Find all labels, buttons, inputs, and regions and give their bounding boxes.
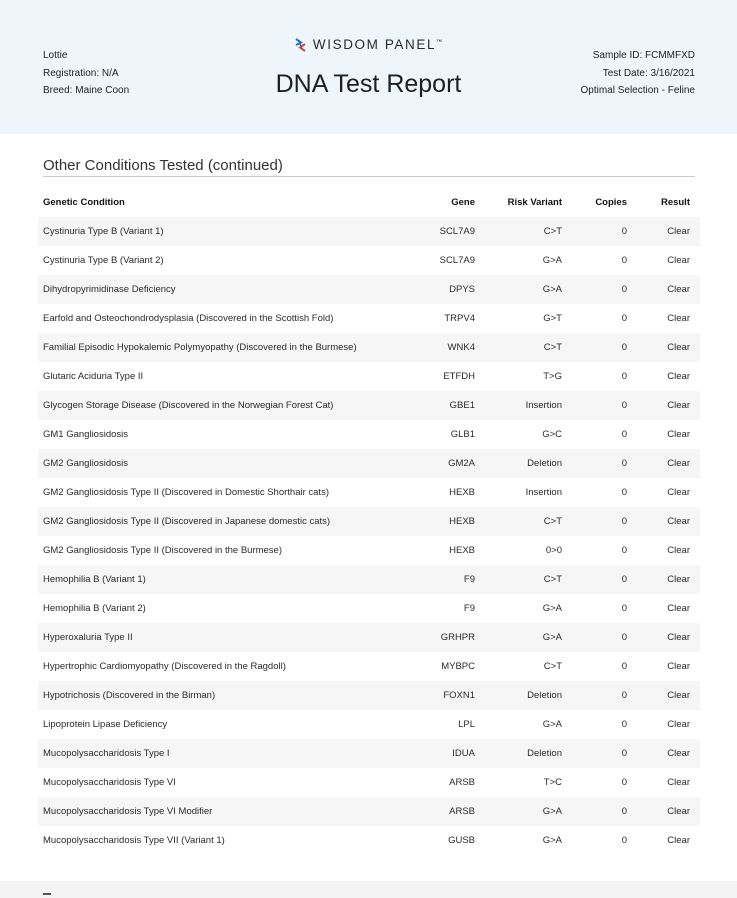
cell-condition: Glutaric Aciduria Type II: [43, 371, 144, 382]
cell-gene: LPL: [458, 719, 475, 730]
cell-result: Clear: [667, 603, 690, 614]
table-row: [38, 420, 700, 449]
cell-result: Clear: [667, 371, 690, 382]
cell-condition: GM2 Gangliosidosis Type II (Discovered in the Burmese): [43, 545, 283, 556]
cell-condition: Hyperoxaluria Type II: [43, 632, 133, 643]
table-row: [38, 333, 700, 362]
cell-copies: 0: [621, 690, 627, 701]
cell-result: Clear: [667, 226, 690, 237]
cell-risk-variant: G>A: [542, 835, 562, 846]
cell-gene: GRHPR: [440, 632, 475, 643]
cell-risk-variant: Deletion: [527, 748, 562, 759]
column-header-condition: Genetic Condition: [43, 197, 125, 208]
table-row: [38, 449, 700, 478]
table-row: [38, 275, 700, 304]
cell-result: Clear: [667, 400, 690, 411]
table-row: [38, 246, 700, 275]
cell-risk-variant: C>T: [543, 516, 562, 527]
table-row: [38, 478, 700, 507]
cell-condition: Hemophilia B (Variant 2): [43, 603, 146, 614]
cell-risk-variant: T>C: [543, 777, 562, 788]
cell-gene: HEXB: [449, 516, 475, 527]
cell-gene: SCL7A9: [439, 226, 475, 237]
cell-gene: SCL7A9: [439, 255, 475, 266]
table-row: [38, 565, 700, 594]
cell-copies: 0: [621, 777, 627, 788]
cell-copies: 0: [621, 313, 627, 324]
table-row: [38, 507, 700, 536]
cell-gene: GUSB: [448, 835, 475, 846]
table-row: [38, 710, 700, 739]
report-title: DNA Test Report: [275, 70, 462, 98]
wisdom-panel-logo-icon: [295, 38, 306, 52]
cell-risk-variant: 0>0: [545, 545, 562, 556]
cell-gene: MYBPC: [441, 661, 475, 672]
cell-gene: ARSB: [449, 806, 475, 817]
cell-result: Clear: [667, 661, 690, 672]
cell-risk-variant: Deletion: [527, 458, 562, 469]
table-row: [38, 681, 700, 710]
logo-wordmark: WISDOM PANEL: [312, 37, 437, 52]
table-header: [38, 188, 700, 217]
cell-gene: FOXN1: [443, 690, 475, 701]
cell-condition: Mucopolysaccharidosis Type VI: [43, 777, 176, 788]
cell-copies: 0: [621, 603, 627, 614]
cell-result: Clear: [667, 487, 690, 498]
table-row: [38, 362, 700, 391]
product-name: Optimal Selection - Feline: [580, 85, 695, 96]
cell-gene: WNK4: [447, 342, 475, 353]
table-row: [38, 652, 700, 681]
cell-copies: 0: [621, 835, 627, 846]
cell-risk-variant: G>A: [542, 806, 562, 817]
cell-result: Clear: [667, 835, 690, 846]
table-row: [38, 304, 700, 333]
cell-risk-variant: G>A: [542, 719, 562, 730]
cell-result: Clear: [667, 313, 690, 324]
table-row: [38, 594, 700, 623]
cell-copies: 0: [621, 545, 627, 556]
cell-gene: ARSB: [449, 777, 475, 788]
report-header: [0, 0, 737, 134]
next-section-heading-fragment: [43, 893, 51, 895]
cell-copies: 0: [621, 806, 627, 817]
column-header-gene: Gene: [451, 197, 475, 208]
cell-result: Clear: [667, 632, 690, 643]
cell-risk-variant: Insertion: [525, 487, 562, 498]
table-row: [38, 623, 700, 652]
cell-risk-variant: C>T: [543, 661, 562, 672]
cell-risk-variant: Insertion: [525, 400, 562, 411]
cell-condition: Mucopolysaccharidosis Type VII (Variant 1): [43, 835, 225, 846]
cell-risk-variant: C>T: [543, 342, 562, 353]
column-header-result: Result: [660, 197, 690, 208]
table-row: [38, 217, 700, 246]
next-section-band: [0, 881, 737, 898]
cell-condition: Mucopolysaccharidosis Type VI Modifier: [43, 806, 213, 817]
cell-risk-variant: G>T: [543, 313, 562, 324]
cell-result: Clear: [667, 690, 690, 701]
cell-condition: GM2 Gangliosidosis Type II (Discovered in Japanese domestic cats): [43, 516, 331, 527]
cell-risk-variant: G>A: [542, 603, 562, 614]
table-row: [38, 536, 700, 565]
cell-gene: F9: [463, 603, 475, 614]
test-date: Test Date: 3/16/2021: [602, 67, 695, 79]
cell-condition: Cystinuria Type B (Variant 2): [43, 255, 164, 266]
column-header-copies: Copies: [595, 197, 627, 208]
cell-risk-variant: C>T: [543, 574, 562, 585]
cell-gene: ETFDH: [443, 371, 475, 382]
cell-risk-variant: G>C: [542, 429, 562, 440]
column-header-risk-variant: Risk Variant: [507, 197, 562, 208]
cell-copies: 0: [621, 226, 627, 237]
cell-result: Clear: [667, 574, 690, 585]
cell-gene: GM2A: [448, 458, 475, 469]
cell-condition: Mucopolysaccharidosis Type I: [43, 748, 170, 759]
cell-copies: 0: [621, 400, 627, 411]
cell-risk-variant: G>A: [542, 255, 562, 266]
table-row: [38, 391, 700, 420]
cell-copies: 0: [621, 574, 627, 585]
cell-result: Clear: [667, 777, 690, 788]
cell-copies: 0: [621, 284, 627, 295]
pet-name: Lottie: [43, 50, 68, 61]
conditions-table: [38, 188, 700, 855]
cell-result: Clear: [667, 806, 690, 817]
logo-text: [313, 37, 442, 52]
cell-copies: 0: [621, 458, 627, 469]
cell-risk-variant: G>A: [542, 632, 562, 643]
cell-risk-variant: Deletion: [527, 690, 562, 701]
cell-result: Clear: [667, 719, 690, 730]
cell-condition: GM2 Gangliosidosis Type II (Discovered in Domestic Shorthair cats): [43, 487, 329, 498]
cell-result: Clear: [667, 516, 690, 527]
cell-gene: F9: [463, 574, 475, 585]
cell-condition: Lipoprotein Lipase Deficiency: [43, 719, 168, 730]
cell-condition: GM2 Gangliosidosis: [43, 458, 129, 469]
section-divider: [43, 176, 695, 177]
cell-result: Clear: [667, 748, 690, 759]
cell-condition: Earfold and Osteochondrodysplasia (Discovered in the Scottish Fold): [43, 313, 334, 324]
cell-result: Clear: [667, 458, 690, 469]
cell-copies: 0: [621, 516, 627, 527]
cell-copies: 0: [621, 719, 627, 730]
cell-result: Clear: [667, 429, 690, 440]
cell-result: Clear: [667, 342, 690, 353]
cell-gene: HEXB: [449, 545, 475, 556]
cell-copies: 0: [621, 342, 627, 353]
cell-risk-variant: C>T: [543, 226, 562, 237]
cell-gene: DPYS: [449, 284, 475, 295]
section-title: Other Conditions Tested (continued): [43, 157, 283, 174]
cell-copies: 0: [621, 632, 627, 643]
cell-copies: 0: [621, 255, 627, 266]
cell-condition: Glycogen Storage Disease (Discovered in the Norwegian Forest Cat): [43, 400, 334, 411]
breed: Breed: Maine Coon: [43, 85, 130, 96]
logo-trademark: ™: [436, 39, 443, 46]
cell-condition: Hypertrophic Cardiomyopathy (Discovered in the Ragdoll): [43, 661, 286, 672]
cell-result: Clear: [667, 545, 690, 556]
registration: Registration: N/A: [43, 67, 119, 79]
cell-condition: Hemophilia B (Variant 1): [43, 574, 146, 585]
cell-copies: 0: [621, 487, 627, 498]
sample-info: [581, 47, 696, 100]
table-row: [38, 739, 700, 768]
table-row: [38, 826, 700, 855]
cell-condition: Familial Episodic Hypokalemic Polymyopathy (Discovered in the Burmese): [43, 342, 357, 353]
cell-gene: IDUA: [452, 748, 475, 759]
cell-result: Clear: [667, 284, 690, 295]
cell-copies: 0: [621, 661, 627, 672]
sample-id: Sample ID: FCMMFXD: [592, 50, 695, 61]
cell-copies: 0: [621, 748, 627, 759]
cell-risk-variant: T>G: [543, 371, 562, 382]
cell-copies: 0: [621, 429, 627, 440]
cell-gene: GBE1: [449, 400, 475, 411]
cell-gene: TRPV4: [444, 313, 475, 324]
cell-condition: GM1 Gangliosidosis: [43, 429, 129, 440]
cell-gene: GLB1: [450, 429, 475, 440]
cell-condition: Cystinuria Type B (Variant 1): [43, 226, 164, 237]
table-row: [38, 797, 700, 826]
cell-risk-variant: G>A: [542, 284, 562, 295]
cell-condition: Hypotrichosis (Discovered in the Birman): [43, 690, 216, 701]
cell-gene: HEXB: [449, 487, 475, 498]
cell-copies: 0: [621, 371, 627, 382]
cell-condition: Dihydropyrimidinase Deficiency: [43, 284, 176, 295]
table-row: [38, 768, 700, 797]
cell-result: Clear: [667, 255, 690, 266]
table-body: [38, 217, 700, 855]
